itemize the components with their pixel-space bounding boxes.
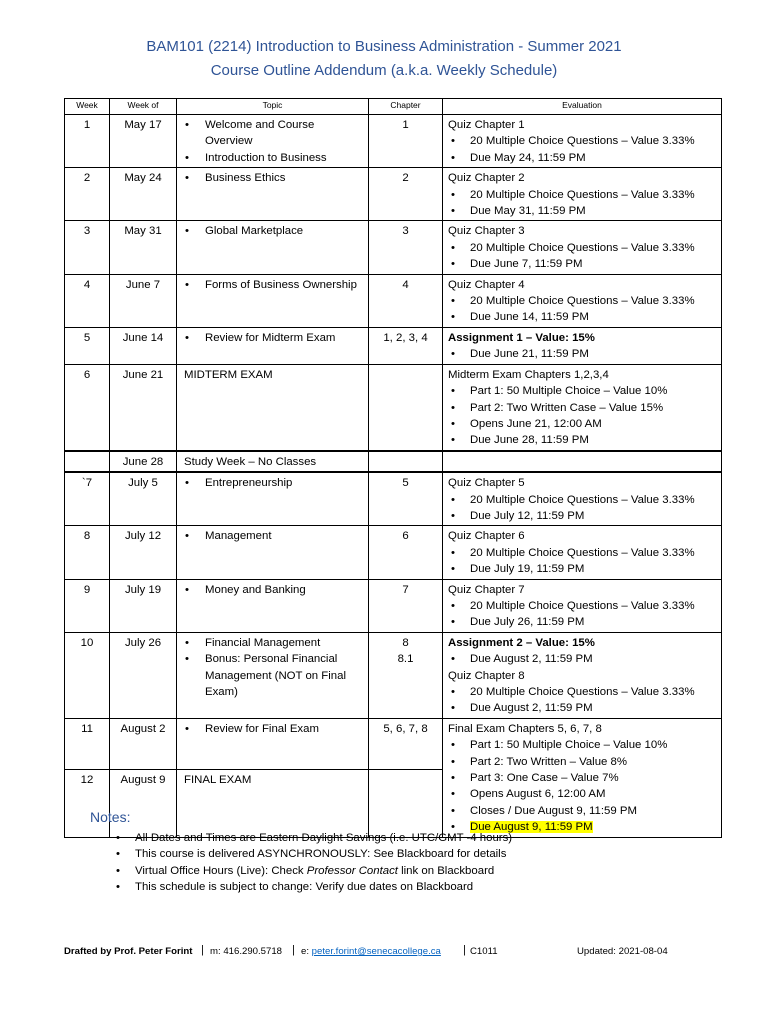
evaluation-cell [443, 579, 722, 632]
chapter-cell [369, 579, 443, 632]
chapter-value: 5 [402, 477, 409, 490]
week-of-cell: July 5 [110, 472, 177, 526]
list-item: • Due July 26, 11:59 PM [448, 614, 716, 630]
list-item: • Part 2: Two Written – Value 8% [448, 754, 716, 770]
topic-cell [177, 327, 369, 364]
bullet-list [448, 383, 716, 449]
list-item: • Due August 2, 11:59 PM [448, 651, 716, 667]
bullet-list [448, 651, 716, 667]
week-of-cell: August 9 [110, 769, 177, 837]
chapter-cell [369, 769, 443, 837]
notes-title: Notes: [90, 809, 131, 825]
chapter-value: 1, 2, 3, 4 [383, 331, 428, 344]
bullet-list [182, 582, 363, 598]
header-evaluation: Evaluation [443, 99, 722, 115]
list-item: • Welcome and Course Overview [182, 117, 363, 150]
evaluation-heading: Quiz Chapter 4 [448, 278, 525, 291]
header-week-of: Week of [110, 99, 177, 115]
chapter-cell [369, 115, 443, 168]
evaluation-cell [443, 168, 722, 221]
list-item: • Part 2: Two Written Case – Value 15% [448, 400, 716, 416]
bullet-list [182, 223, 363, 239]
table-row [65, 579, 722, 632]
chapter-value: 2 [402, 172, 409, 185]
chapter-value: 3 [402, 225, 409, 238]
list-item: • This schedule is subject to change: Verify due dates on Blackboard [113, 879, 512, 895]
list-item: • Due June 28, 11:59 PM [448, 432, 716, 448]
week-cell [65, 451, 110, 472]
week-of-cell: June 28 [110, 451, 177, 472]
chapter-value: 1 [402, 119, 409, 131]
chapter-cell [369, 364, 443, 451]
list-item: • Introduction to Business [182, 150, 363, 166]
table-row [65, 274, 722, 327]
professor-contact-text: Professor Contact [306, 864, 398, 877]
week-of-cell: June 21 [110, 364, 177, 451]
schedule-table [64, 98, 722, 838]
list-item: • 20 Multiple Choice Questions – Value 3.33% [448, 187, 716, 203]
evaluation-cell [443, 451, 722, 472]
chapter-value: 8.1 [397, 653, 414, 666]
week-cell: 1 [65, 115, 110, 168]
list-item: • Due May 24, 11:59 PM [448, 150, 716, 166]
header-chapter: Chapter [369, 99, 443, 115]
topic-cell [177, 221, 369, 274]
list-item: • Due May 31, 11:59 PM [448, 203, 716, 219]
evaluation-cell [443, 221, 722, 274]
topic-cell [177, 115, 369, 168]
list-item: • Due June 14, 11:59 PM [448, 309, 716, 325]
week-cell: 10 [65, 632, 110, 718]
evaluation-heading: Final Exam Chapters 5, 6, 7, 8 [448, 722, 602, 735]
evaluation-cell [443, 472, 722, 526]
topic-cell [177, 526, 369, 579]
evaluation-heading: Quiz Chapter 8 [448, 669, 525, 682]
week-cell: 9 [65, 579, 110, 632]
evaluation-cell [443, 526, 722, 579]
bullet-list [182, 475, 363, 491]
week-of-cell: June 14 [110, 327, 177, 364]
list-item: • 20 Multiple Choice Questions – Value 3.33% [448, 684, 716, 700]
list-item: • 20 Multiple Choice Questions – Value 3.33% [448, 133, 716, 149]
list-item: • Global Marketplace [182, 223, 363, 239]
topic-cell [177, 274, 369, 327]
chapter-cell [369, 274, 443, 327]
list-item: • Opens June 21, 12:00 AM [448, 416, 716, 432]
chapter-cell [369, 472, 443, 526]
week-of-cell: July 26 [110, 632, 177, 718]
bullet-list [182, 117, 363, 166]
list-item: • Part 1: 50 Multiple Choice – Value 10% [448, 383, 716, 399]
document-subtitle: Course Outline Addendum (a.k.a. Weekly Schedule) [210, 62, 558, 79]
bullet-list [182, 721, 363, 737]
list-item: • Bonus: Personal Financial Management (NOT on Final Exam) [182, 651, 363, 700]
list-item: • 20 Multiple Choice Questions – Value 3.33% [448, 598, 716, 614]
table-row [65, 168, 722, 221]
author-name: Prof. Peter Forint [114, 946, 193, 957]
topic-cell: Study Week – No Classes [177, 451, 369, 472]
chapter-value: 4 [402, 278, 409, 291]
footer-separator: | [201, 944, 204, 956]
topic-cell: FINAL EXAM [177, 769, 369, 837]
list-item: • Due July 12, 11:59 PM [448, 508, 716, 524]
evaluation-heading: Quiz Chapter 5 [448, 477, 525, 490]
bullet-list [182, 528, 363, 544]
evaluation-cell [443, 115, 722, 168]
list-item: • Business Ethics [182, 170, 363, 186]
bullet-list [448, 346, 716, 362]
bullet-list [182, 635, 363, 701]
chapter-cell [369, 718, 443, 769]
table-row [65, 718, 722, 769]
evaluation-cell [443, 632, 722, 718]
week-cell: 11 [65, 718, 110, 769]
bullet-list [448, 187, 716, 220]
footer-updated: Updated: 2021-08-04 [577, 946, 668, 957]
footer-phone: m: 416.290.5718 [210, 946, 283, 957]
chapter-cell [369, 327, 443, 364]
list-item: • This course is delivered ASYNCHRONOUSLY: See Blackboard for details [113, 846, 512, 862]
list-item: • 20 Multiple Choice Questions – Value 3.33% [448, 240, 716, 256]
week-cell: 5 [65, 327, 110, 364]
evaluation-heading: Quiz Chapter 6 [448, 530, 525, 543]
table-row [65, 115, 722, 168]
list-item: • Review for Midterm Exam [182, 330, 363, 346]
header-topic: Topic [177, 99, 369, 115]
chapter-value: 5, 6, 7, 8 [383, 722, 428, 735]
week-of-cell: July 12 [110, 526, 177, 579]
table-header-row [65, 99, 722, 115]
bullet-list [448, 293, 716, 326]
bullet-list [448, 598, 716, 631]
week-of-cell: August 2 [110, 718, 177, 769]
week-cell: 8 [65, 526, 110, 579]
chapter-cell [369, 168, 443, 221]
bullet-list [448, 684, 716, 717]
week-cell: `7 [65, 472, 110, 526]
bullet-list [182, 330, 363, 346]
week-of-cell: June 7 [110, 274, 177, 327]
table-row [65, 327, 722, 364]
office-hours-text: Virtual Office Hours (Live): Check [135, 864, 307, 877]
list-item [113, 863, 512, 879]
week-of-cell: May 31 [110, 221, 177, 274]
table-row [65, 221, 722, 274]
topic-cell [177, 632, 369, 718]
bullet-list [182, 170, 363, 186]
notes-list [113, 830, 512, 896]
footer-room: C1011 [470, 946, 498, 957]
table-row [65, 632, 722, 718]
week-cell: 12 [65, 769, 110, 837]
list-item: • Due July 19, 11:59 PM [448, 561, 716, 577]
highlighted-due-date: Due August 9, 11:59 PM [470, 821, 593, 834]
office-hours-text-end: link on Blackboard [397, 864, 495, 877]
week-cell: 4 [65, 274, 110, 327]
footer-separator: | [463, 944, 466, 956]
list-item: • Closes / Due August 9, 11:59 PM [448, 803, 716, 819]
footer-drafted: Drafted by Prof. Peter Forint [64, 946, 193, 957]
chapter-value: 6 [402, 530, 409, 543]
chapter-cell [369, 221, 443, 274]
chapter-cell [369, 451, 443, 472]
week-of-cell: May 17 [110, 115, 177, 168]
evaluation-heading: Assignment 2 – Value: 15% [448, 636, 595, 649]
topic-cell: MIDTERM EXAM [177, 364, 369, 451]
topic-cell [177, 168, 369, 221]
bullet-list [448, 133, 716, 166]
week-of-cell: July 19 [110, 579, 177, 632]
table-row [65, 526, 722, 579]
list-item: • Entrepreneurship [182, 475, 363, 491]
topic-cell [177, 579, 369, 632]
chapter-cell [369, 526, 443, 579]
week-cell: 6 [65, 364, 110, 451]
list-item: • 20 Multiple Choice Questions – Value 3.33% [448, 293, 716, 309]
list-item: • Review for Final Exam [182, 721, 363, 737]
list-item: • Due June 21, 11:59 PM [448, 346, 716, 362]
list-item: • Opens August 6, 12:00 AM [448, 786, 716, 802]
evaluation-heading: Quiz Chapter 1 [448, 119, 525, 131]
evaluation-heading: Quiz Chapter 7 [448, 583, 525, 596]
email-link[interactable]: peter.forint@senecacollege.ca [311, 946, 441, 957]
list-item: • Forms of Business Ownership [182, 277, 363, 293]
evaluation-cell [443, 364, 722, 451]
topic-cell [177, 472, 369, 526]
bullet-list [448, 737, 716, 835]
bullet-list [448, 240, 716, 273]
evaluation-cell [443, 718, 722, 837]
evaluation-cell [443, 327, 722, 364]
list-item: • Part 3: One Case – Value 7% [448, 770, 716, 786]
header-week: Week [65, 99, 110, 115]
chapter-value: 7 [402, 583, 409, 596]
chapter-cell [369, 632, 443, 718]
week-cell: 3 [65, 221, 110, 274]
list-item: • Part 1: 50 Multiple Choice – Value 10% [448, 737, 716, 753]
list-item: • Money and Banking [182, 582, 363, 598]
evaluation-heading: Quiz Chapter 3 [448, 225, 525, 238]
list-item: • Financial Management [182, 635, 363, 651]
bullet-list [182, 277, 363, 293]
list-item: • 20 Multiple Choice Questions – Value 3.33% [448, 545, 716, 561]
evaluation-heading: Midterm Exam Chapters 1,2,3,4 [448, 368, 609, 381]
document-title: BAM101 (2214) Introduction to Business Administration - Summer 2021 [146, 38, 622, 55]
table-row [65, 451, 722, 472]
evaluation-cell [443, 274, 722, 327]
list-item: • Management [182, 528, 363, 544]
topic-cell [177, 718, 369, 769]
footer-email: e: peter.forint@senecacollege.ca [301, 946, 441, 957]
table-row [65, 472, 722, 526]
chapter-value: 8 [402, 636, 409, 649]
table-row [65, 364, 722, 451]
evaluation-heading: Assignment 1 – Value: 15% [448, 331, 595, 344]
list-item: • 20 Multiple Choice Questions – Value 3.33% [448, 492, 716, 508]
list-item: • All Dates and Times are Eastern Daylight Savings (i.e. UTC/GMT -4 hours) [113, 830, 512, 846]
footer-separator: | [292, 944, 295, 956]
list-item: • Due June 7, 11:59 PM [448, 256, 716, 272]
bullet-list [448, 492, 716, 525]
evaluation-heading: Quiz Chapter 2 [448, 172, 525, 185]
list-item: • Due August 2, 11:59 PM [448, 700, 716, 716]
week-of-cell: May 24 [110, 168, 177, 221]
week-cell: 2 [65, 168, 110, 221]
bullet-list [448, 545, 716, 578]
